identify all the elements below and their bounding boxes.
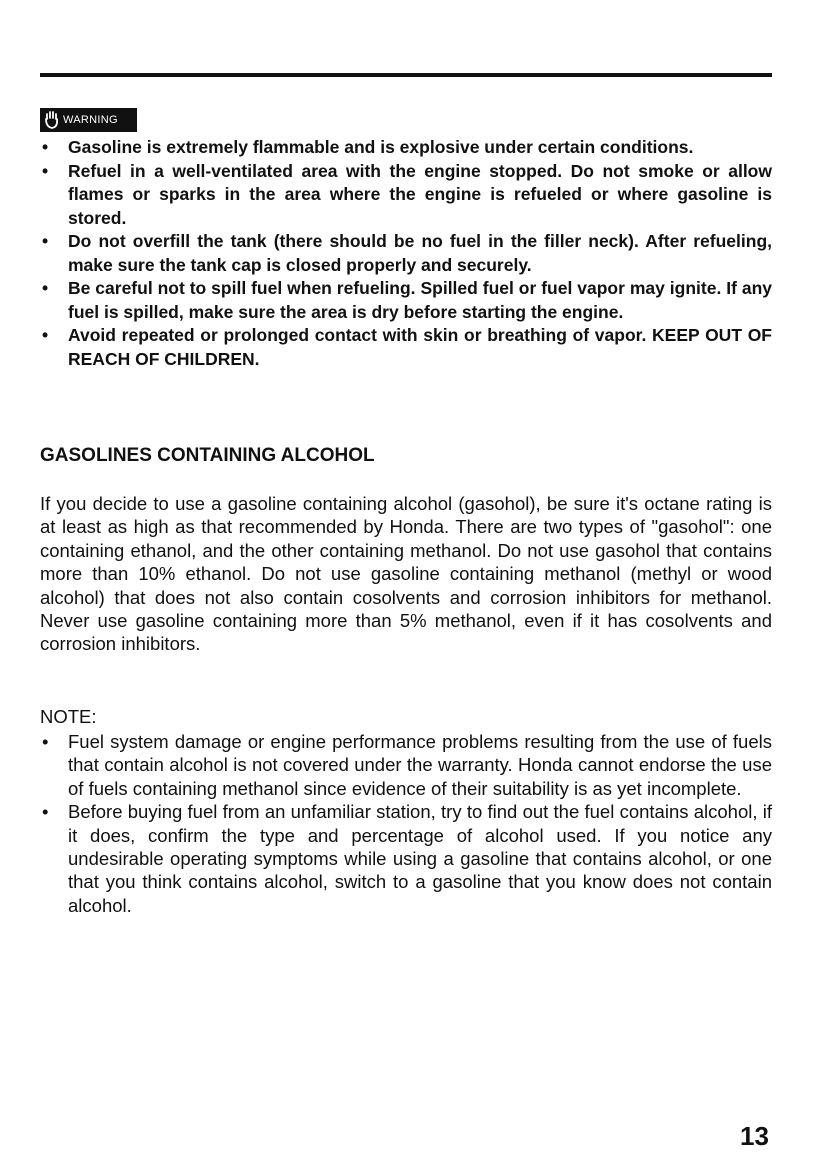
note-item: • Before buying fuel from an unfamiliar station, try to find out the fuel contains alcohol, if it does, confirm the type and percentage of alcohol used. If you notice any undesirable operating symptoms while using a gasoline that contains alcohol, or one that you think contains alcohol, switch to a gasoline that you know does not contain alcohol. bbox=[42, 801, 772, 916]
warning-badge bbox=[40, 108, 137, 132]
bullet-icon: • bbox=[42, 160, 49, 181]
warning-label: WARNING bbox=[63, 114, 118, 126]
note-label: NOTE: bbox=[40, 706, 97, 727]
bullet-icon: • bbox=[42, 137, 49, 157]
hand-warning-icon bbox=[43, 110, 61, 130]
warning-item: • Gasoline is extremely flammable and is explosive under certain conditions. bbox=[40, 136, 772, 160]
bullet-icon: • bbox=[42, 801, 49, 823]
warning-list bbox=[40, 136, 772, 371]
header-rule bbox=[40, 73, 772, 77]
bullet-icon: • bbox=[42, 231, 49, 251]
warning-item: • Be careful not to spill fuel when refueling. Spilled fuel or fuel vapor may ignite. If any fuel is spilled, make sure the area is dry before starting the engine. bbox=[42, 278, 772, 322]
bullet-icon: • bbox=[42, 325, 49, 345]
section-paragraph: If you decide to use a gasoline containing alcohol (gasohol), be sure it's octane rating is at least as high as that recommended by Honda. There are two types of "gasohol": one containing ethanol, and the other containing methanol. Do not use gasohol that contains more than 10% ethanol. Do not use gasoline containing methanol (methyl or wood alcohol) that does not also contain cosolvents and corrosion inhibitors for methanol. Never use gasoline containing more than 5% methanol, even if it has cosolvents and corrosion inhibitors. bbox=[40, 493, 772, 655]
note-list bbox=[40, 730, 772, 917]
section-heading: GASOLINES CONTAINING ALCOHOL bbox=[40, 445, 375, 466]
warning-item: • Refuel in a well-ventilated area with the engine stopped. Do not smoke or allow flames or sparks in the area where the engine is refueled or where gasoline is stored. bbox=[42, 160, 772, 228]
bullet-icon: • bbox=[42, 731, 49, 752]
warning-item: • Avoid repeated or prolonged contact with skin or breathing of vapor. KEEP OUT OF REACH OF CHILDREN. bbox=[42, 325, 772, 369]
bullet-icon: • bbox=[42, 278, 49, 298]
note-item: • Fuel system damage or engine performance problems resulting from the use of fuels that contain alcohol is not covered under the warranty. Honda cannot endorse the use of fuels containing methanol since evidence of their suitability is as yet incomplete. bbox=[42, 731, 772, 799]
page-number: 13 bbox=[740, 1121, 769, 1151]
warning-item: • Do not overfill the tank (there should be no fuel in the filler neck). After refueling, make sure the tank cap is closed properly and securely. bbox=[42, 231, 772, 275]
